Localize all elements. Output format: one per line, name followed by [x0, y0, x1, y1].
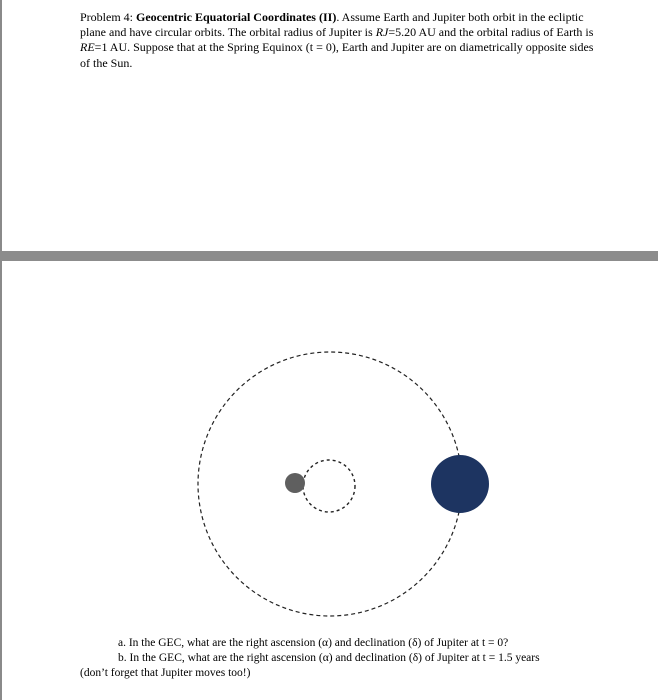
- question-note: (don’t forget that Jupiter moves too!): [80, 667, 251, 680]
- rj-symbol: RJ: [375, 25, 389, 40]
- earth-orbit: [303, 460, 355, 512]
- problem-statement: [80, 10, 600, 71]
- question-b: b. In the GEC, what are the right ascension (α) and declination (δ) of Jupiter at t = 1.5 years: [118, 652, 540, 665]
- jupiter-orbit: [198, 352, 462, 616]
- problem-text-1: . Assume Earth and Jupiter both orbit in the ecliptic plane and have circular orbits. The orbital radius of Jupiter is: [80, 10, 584, 40]
- problem-title: Geocentric Equatorial Coordinates (II): [136, 10, 337, 24]
- section-divider: [0, 251, 658, 261]
- questions-block: [80, 636, 640, 682]
- problem-prefix: Problem 4:: [80, 10, 136, 24]
- question-a: a. In the GEC, what are the right ascension (α) and declination (δ) of Jupiter at t = 0?: [118, 637, 509, 649]
- orbit-diagram: [0, 261, 658, 636]
- earth-marker: [285, 473, 305, 493]
- re-value-text: =1 AU. Suppose that at the Spring Equinox (t = 0), Earth and Jupiter are on diametrically opposite sides of the Sun.: [80, 40, 594, 70]
- jupiter-marker: [431, 455, 489, 513]
- rj-value-text: =5.20 AU and the orbital radius of Earth is: [388, 25, 594, 40]
- re-symbol: RE: [80, 40, 95, 55]
